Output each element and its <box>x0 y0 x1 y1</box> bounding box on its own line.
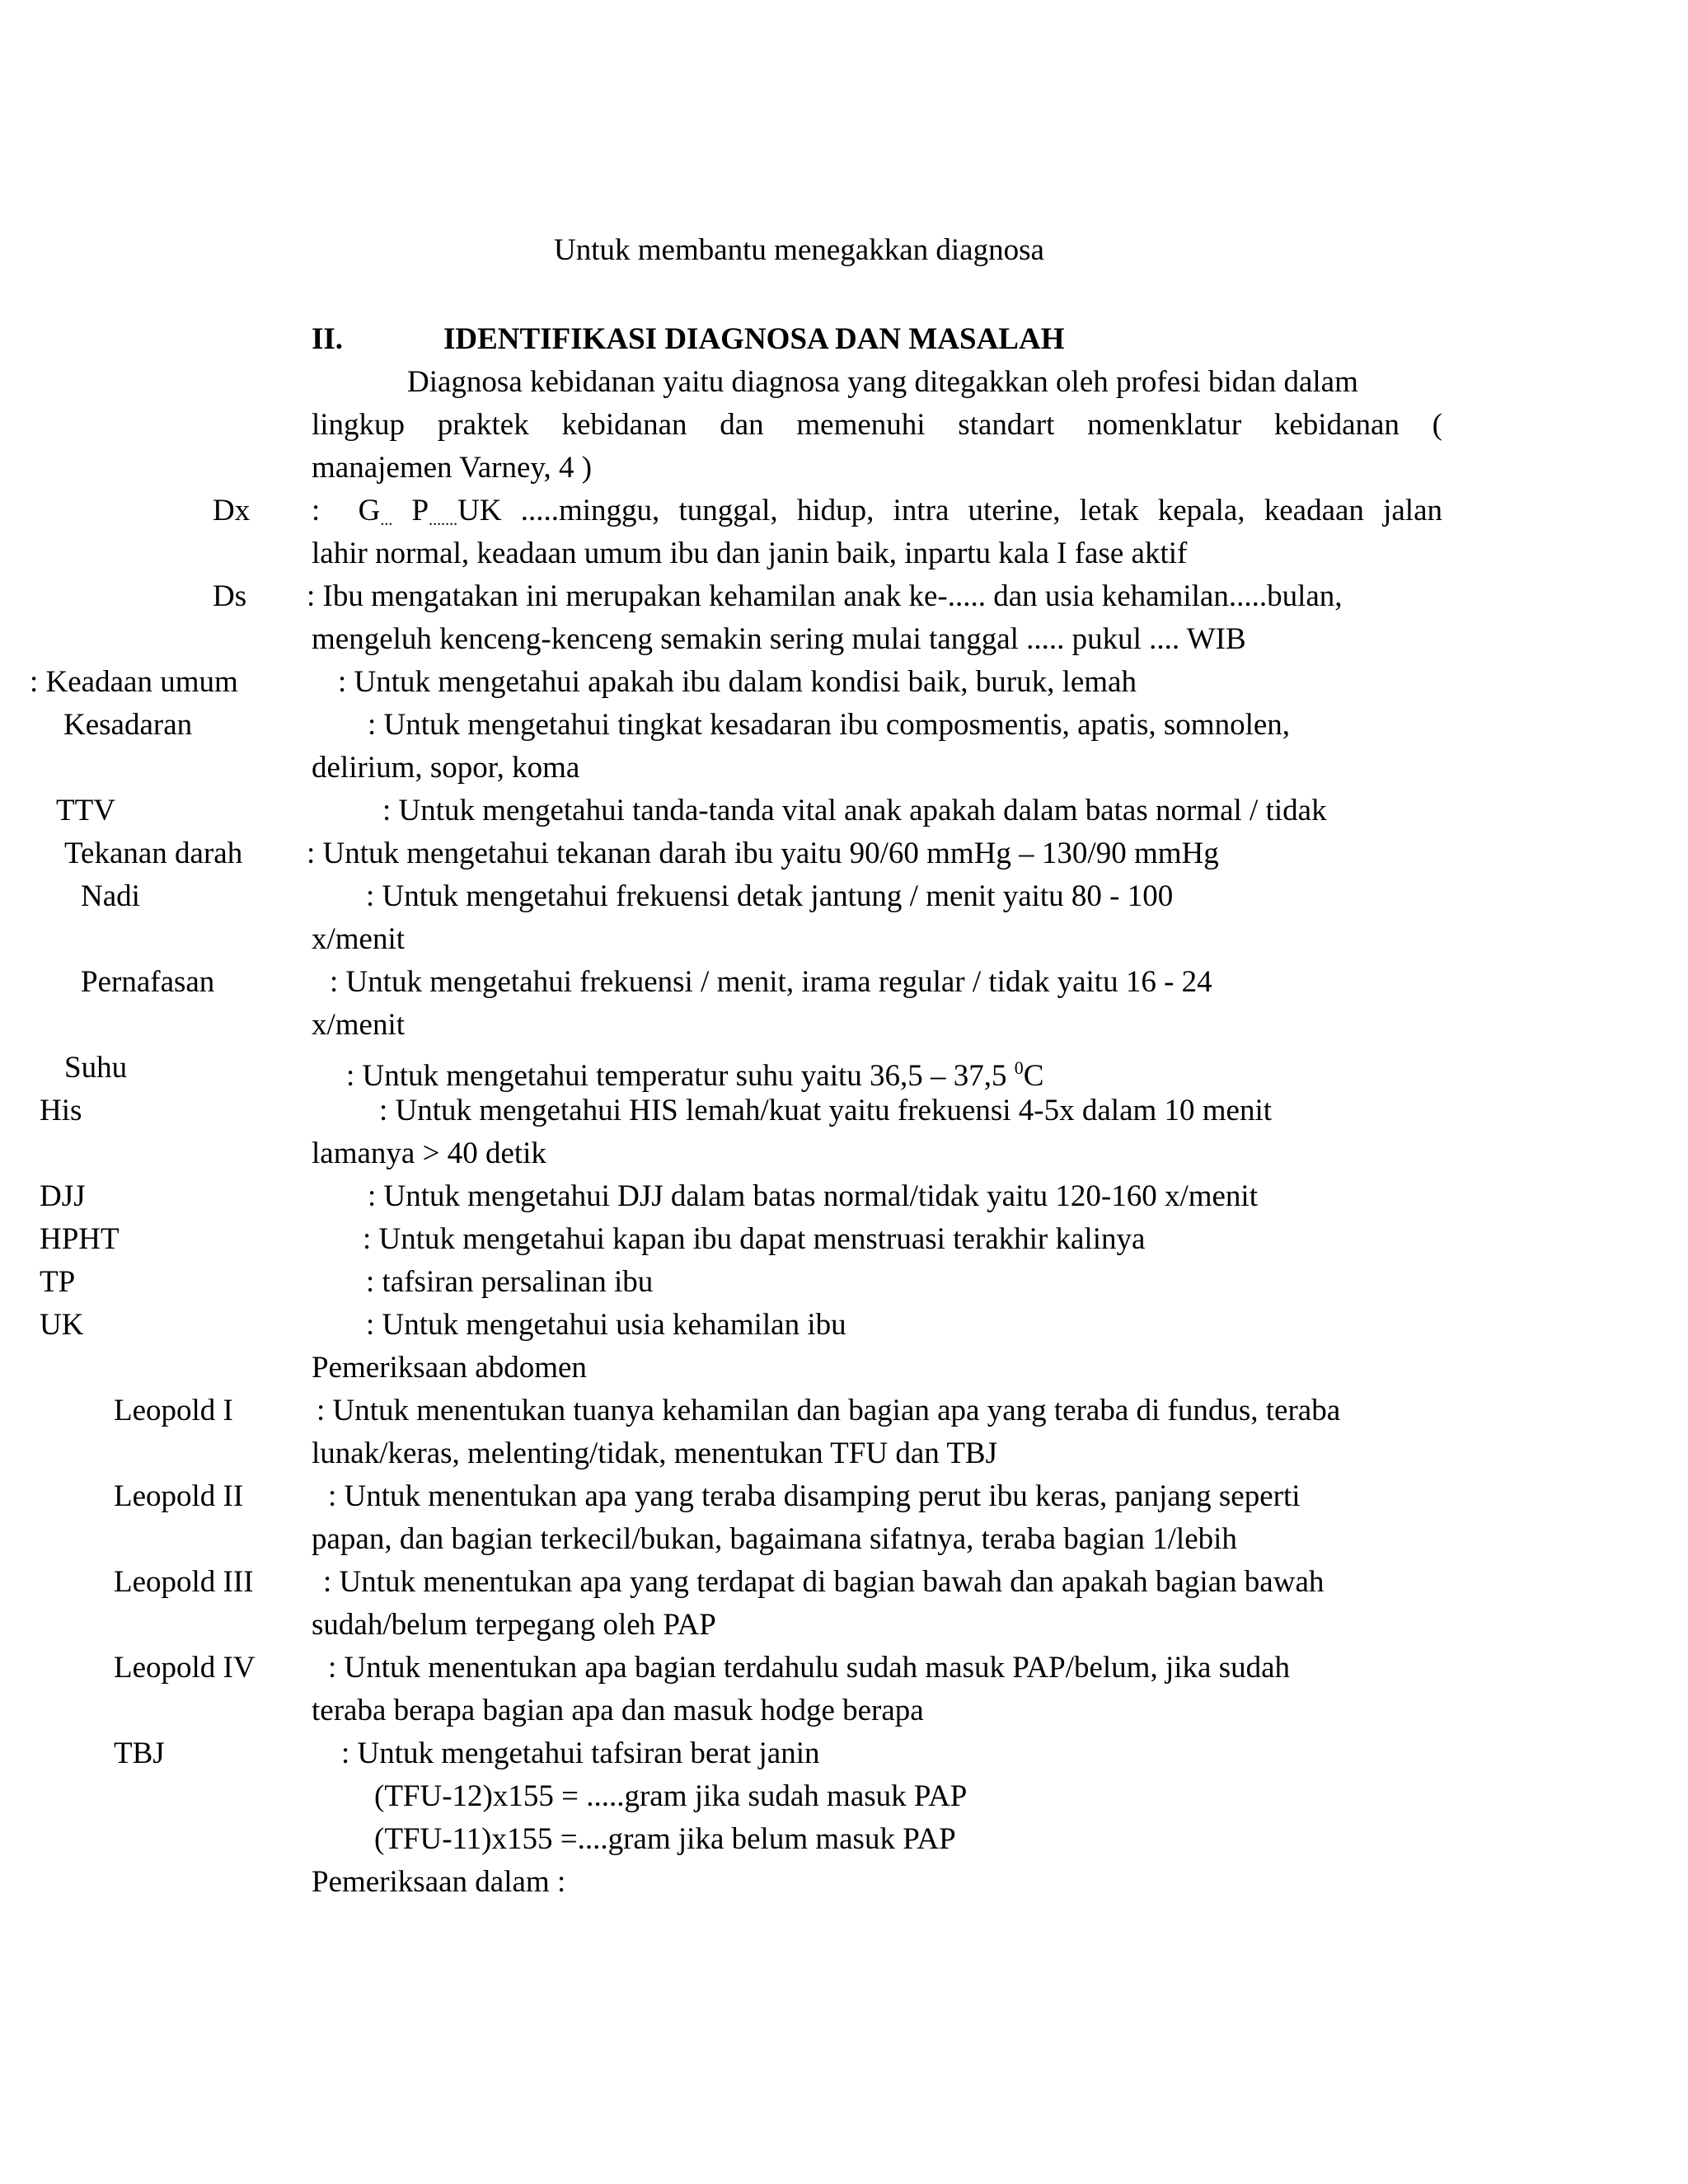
dx-line-2: lahir normal, keadaan umum ibu dan janin baik, inpartu kala I fase aktif <box>312 537 1188 570</box>
leopold-1-line-1: : Untuk menentukan tuanya kehamilan dan bagian apa yang teraba di fundus, teraba <box>316 1394 1341 1427</box>
keadaan-umum-label: : Keadaan umum <box>30 665 238 699</box>
suhu-line <box>346 1050 1043 1094</box>
kesadaran-line-1: : Untuk mengetahui tingkat kesadaran ibu composmentis, apatis, somnolen, <box>368 708 1291 742</box>
uk-label: UK <box>40 1308 84 1342</box>
paragraph-line-2: lingkup praktek kebidanan dan memenuhi standart nomenklatur kebidanan ( <box>312 408 1442 442</box>
dx-p: P <box>411 494 429 527</box>
intro-line: Untuk membantu menegakkan diagnosa <box>554 233 1044 267</box>
suhu-unit: C <box>1023 1059 1044 1093</box>
suhu-degree-sup: 0 <box>1014 1057 1024 1078</box>
leopold-4-label: Leopold IV <box>114 1651 256 1685</box>
leopold-2-label: Leopold II <box>114 1479 244 1513</box>
section-number: II. <box>312 322 344 356</box>
pernafasan-label: Pernafasan <box>81 965 215 999</box>
pernafasan-line-1: : Untuk mengetahui frekuensi / menit, irama regular / tidak yaitu 16 - 24 <box>330 965 1212 999</box>
section-title: IDENTIFIKASI DIAGNOSA DAN MASALAH <box>443 322 1065 356</box>
leopold-4-line-1: : Untuk menentukan apa bagian terdahulu sudah masuk PAP/belum, jika sudah <box>328 1651 1291 1685</box>
ds-line-1: : Ibu mengatakan ini merupakan kehamilan anak ke-..... dan usia kehamilan.....bulan, <box>307 579 1343 613</box>
paragraph-line-3: manajemen Varney, 4 ) <box>312 451 593 485</box>
leopold-3-line-1: : Untuk menentukan apa yang terdapat di bagian bawah dan apakah bagian bawah <box>323 1565 1325 1599</box>
hpht-label: HPHT <box>40 1222 120 1256</box>
tekanan-darah-text: : Untuk mengetahui tekanan darah ibu yaitu 90/60 mmHg – 130/90 mmHg <box>307 837 1219 870</box>
ds-line-2: mengeluh kenceng-kenceng semakin sering mulai tanggal ..... pukul .... WIB <box>312 622 1246 656</box>
suhu-label: Suhu <box>64 1051 128 1085</box>
leopold-1-label: Leopold I <box>114 1394 233 1427</box>
dx-rest: UK .....minggu, tunggal, hidup, intra uterine, letak kepala, keadaan jalan <box>457 494 1442 527</box>
ttv-label: TTV <box>56 794 115 827</box>
paragraph-line-1: Diagnosa kebidanan yaitu diagnosa yang ditegakkan oleh profesi bidan dalam <box>407 365 1358 399</box>
pernafasan-line-2: x/menit <box>312 1008 406 1042</box>
leopold-3-line-2: sudah/belum terpegang oleh PAP <box>312 1608 716 1642</box>
djj-text: : Untuk mengetahui DJJ dalam batas normal/tidak yaitu 120-160 x/menit <box>368 1179 1258 1213</box>
kesadaran-line-2: delirium, sopor, koma <box>312 751 580 785</box>
leopold-1-line-2: lunak/keras, melenting/tidak, menentukan TFU dan TBJ <box>312 1436 998 1470</box>
tbj-formula-1: (TFU-12)x155 = .....gram jika sudah masuk PAP <box>374 1779 968 1813</box>
dx-line-1 <box>312 493 1442 538</box>
kesadaran-label: Kesadaran <box>63 708 193 742</box>
hpht-text: : Untuk mengetahui kapan ibu dapat menstruasi terakhir kalinya <box>363 1222 1146 1256</box>
suhu-text: : Untuk mengetahui temperatur suhu yaitu 36,5 – 37,5 <box>346 1059 1015 1093</box>
his-line-1: : Untuk mengetahui HIS lemah/kuat yaitu frekuensi 4-5x dalam 10 menit <box>379 1094 1273 1127</box>
leopold-2-line-1: : Untuk menentukan apa yang teraba disamping perut ibu keras, panjang seperti <box>328 1479 1301 1513</box>
dx-label: Dx <box>213 494 251 527</box>
leopold-4-line-2: teraba berapa bagian apa dan masuk hodge berapa <box>312 1694 924 1727</box>
dx-colon: : <box>312 494 321 527</box>
leopold-3-label: Leopold III <box>114 1565 254 1599</box>
keadaan-umum-text: : Untuk mengetahui apakah ibu dalam kondisi baik, buruk, lemah <box>338 665 1137 699</box>
tbj-formula-2: (TFU-11)x155 =....gram jika belum masuk PAP <box>374 1822 956 1856</box>
tp-text: : tafsiran persalinan ibu <box>366 1265 654 1299</box>
ds-label: Ds <box>213 579 247 613</box>
tbj-text: : Untuk mengetahui tafsiran berat janin <box>341 1736 820 1770</box>
pemeriksaan-abdomen-heading: Pemeriksaan abdomen <box>312 1351 587 1385</box>
pemeriksaan-dalam-heading: Pemeriksaan dalam : <box>312 1865 566 1899</box>
dx-p-sub: ....... <box>429 511 458 529</box>
nadi-line-2: x/menit <box>312 922 406 956</box>
tekanan-darah-label: Tekanan darah <box>64 837 243 870</box>
dx-g: G <box>358 494 381 527</box>
leopold-2-line-2: papan, dan bagian terkecil/bukan, bagaimana sifatnya, teraba bagian 1/lebih <box>312 1522 1237 1556</box>
uk-text: : Untuk mengetahui usia kehamilan ibu <box>366 1308 846 1342</box>
tbj-label: TBJ <box>114 1736 165 1770</box>
ttv-text: : Untuk mengetahui tanda-tanda vital anak apakah dalam batas normal / tidak <box>382 794 1327 827</box>
tp-label: TP <box>40 1265 76 1299</box>
nadi-label: Nadi <box>81 879 140 913</box>
his-line-2: lamanya > 40 detik <box>312 1137 546 1170</box>
djj-label: DJJ <box>40 1179 86 1213</box>
his-label: His <box>40 1094 82 1127</box>
dx-g-sub: ... <box>380 511 393 529</box>
nadi-line-1: : Untuk mengetahui frekuensi detak jantung / menit yaitu 80 - 100 <box>366 879 1174 913</box>
